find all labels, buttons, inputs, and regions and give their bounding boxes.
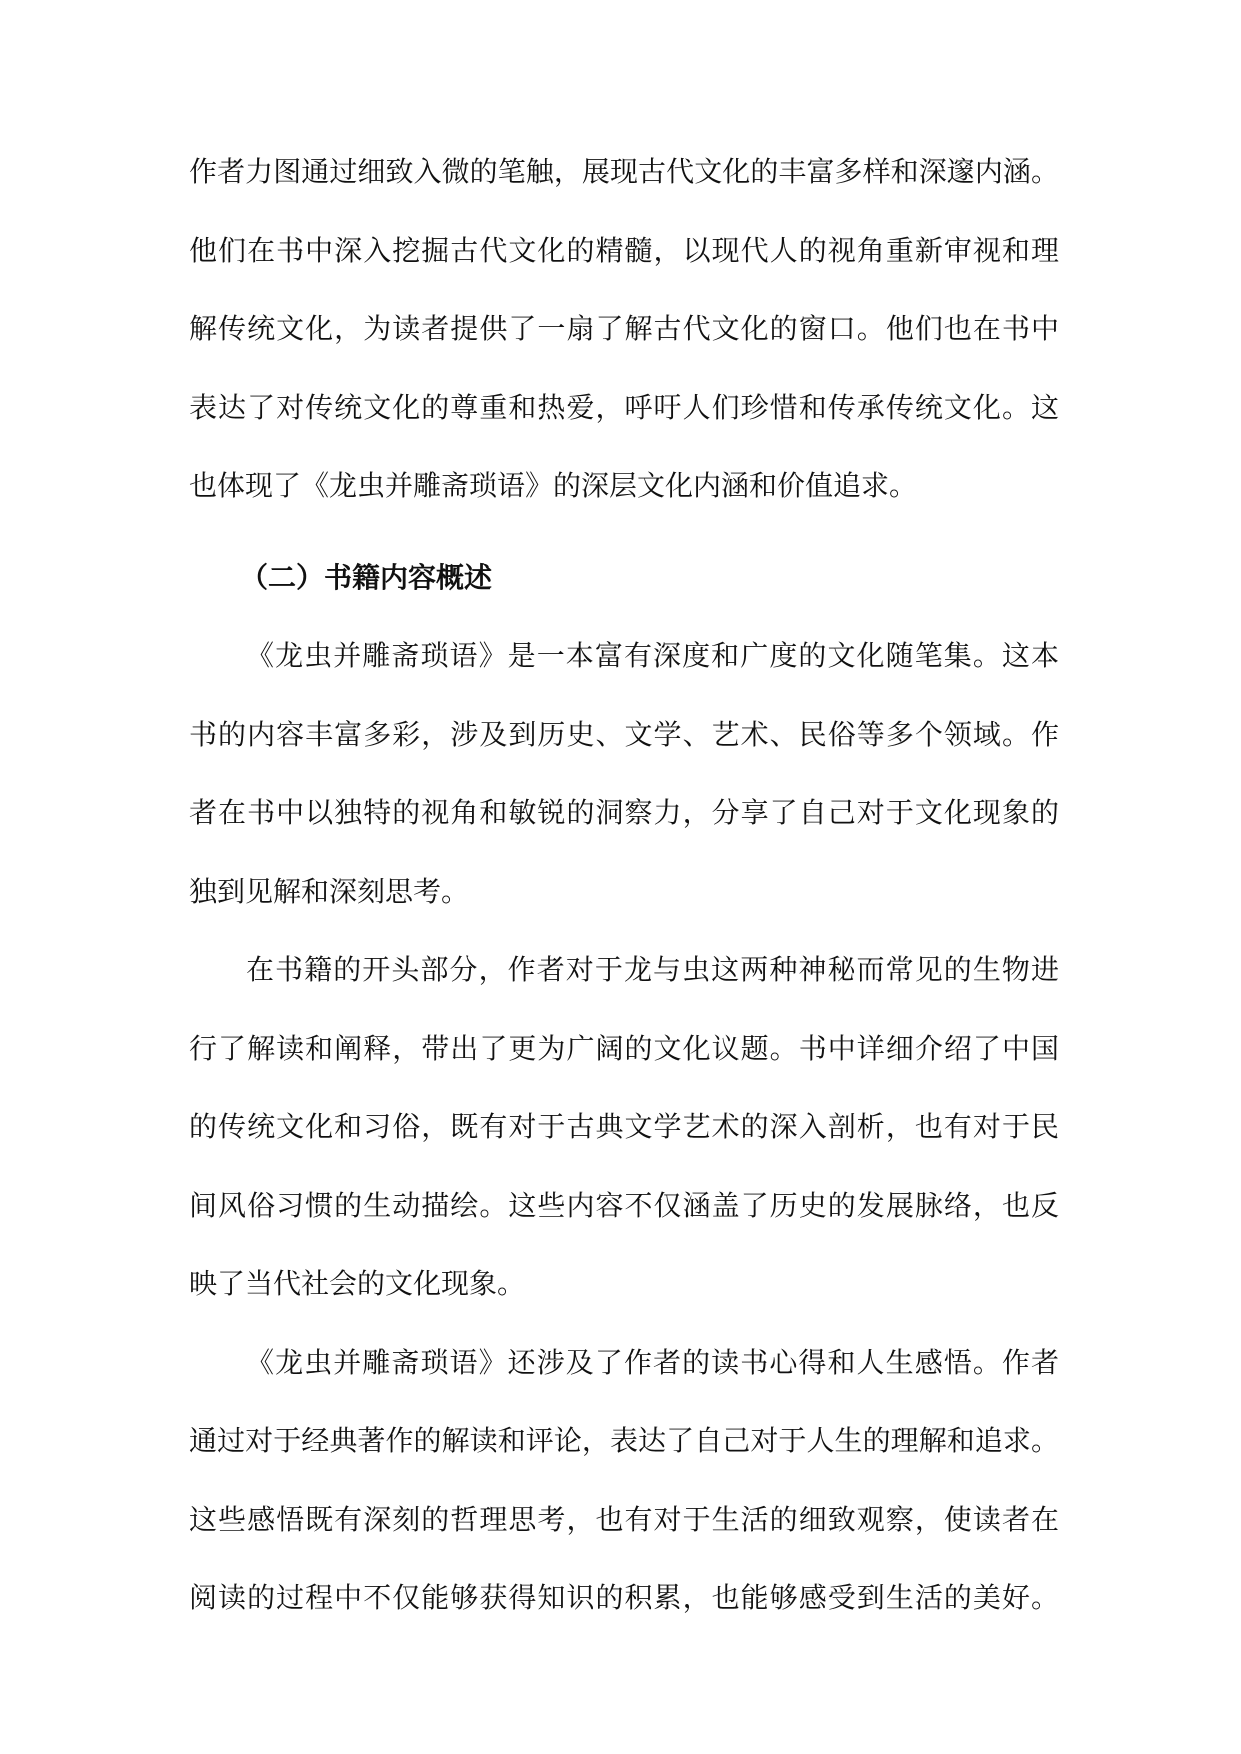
paragraph-3-line-4: 间风俗习惯的生动描绘。这些内容不仅涵盖了历史的发展脉络，也反 — [189, 1189, 1059, 1222]
paragraph-4-line-2: 通过对于经典著作的解读和评论，表达了自己对于人生的理解和追求。 — [189, 1424, 1059, 1457]
paragraph-1-line-3: 解传统文化，为读者提供了一扇了解古代文化的窗口。他们也在书中 — [189, 312, 1059, 345]
section-heading: （二）书籍内容概述 — [240, 561, 493, 594]
paragraph-3-line-1: 在书籍的开头部分，作者对于龙与虫这两种神秘而常见的生物进 — [246, 953, 1059, 986]
paragraph-3-line-3: 的传统文化和习俗，既有对于古典文学艺术的深入剖析，也有对于民 — [189, 1110, 1059, 1143]
paragraph-2-line-1: 《龙虫并雕斋琐语》是一本富有深度和广度的文化随笔集。这本 — [246, 639, 1059, 672]
paragraph-2-line-3: 者在书中以独特的视角和敏锐的洞察力，分享了自己对于文化现象的 — [189, 796, 1059, 829]
paragraph-1-line-1: 作者力图通过细致入微的笔触，展现古代文化的丰富多样和深邃内涵。 — [189, 155, 1059, 188]
paragraph-3-line-5: 映了当代社会的文化现象。 — [189, 1267, 526, 1300]
paragraph-4-line-4: 阅读的过程中不仅能够获得知识的积累，也能够感受到生活的美好。 — [189, 1581, 1059, 1614]
paragraph-2-line-2: 书的内容丰富多彩，涉及到历史、文学、艺术、民俗等多个领域。作 — [189, 718, 1059, 751]
paragraph-1-line-2: 他们在书中深入挖掘古代文化的精髓，以现代人的视角重新审视和理 — [189, 234, 1059, 267]
paragraph-4-line-3: 这些感悟既有深刻的哲理思考，也有对于生活的细致观察，使读者在 — [189, 1503, 1059, 1536]
paragraph-3-line-2: 行了解读和阐释，带出了更为广阔的文化议题。书中详细介绍了中国 — [189, 1032, 1059, 1065]
paragraph-1-line-5: 也体现了《龙虫并雕斋琐语》的深层文化内涵和价值追求。 — [189, 469, 918, 502]
paragraph-4-line-1: 《龙虫并雕斋琐语》还涉及了作者的读书心得和人生感悟。作者 — [246, 1346, 1059, 1379]
paragraph-2-line-4: 独到见解和深刻思考。 — [189, 875, 470, 908]
paragraph-1-line-4: 表达了对传统文化的尊重和热爱，呼吁人们珍惜和传承传统文化。这 — [189, 391, 1059, 424]
